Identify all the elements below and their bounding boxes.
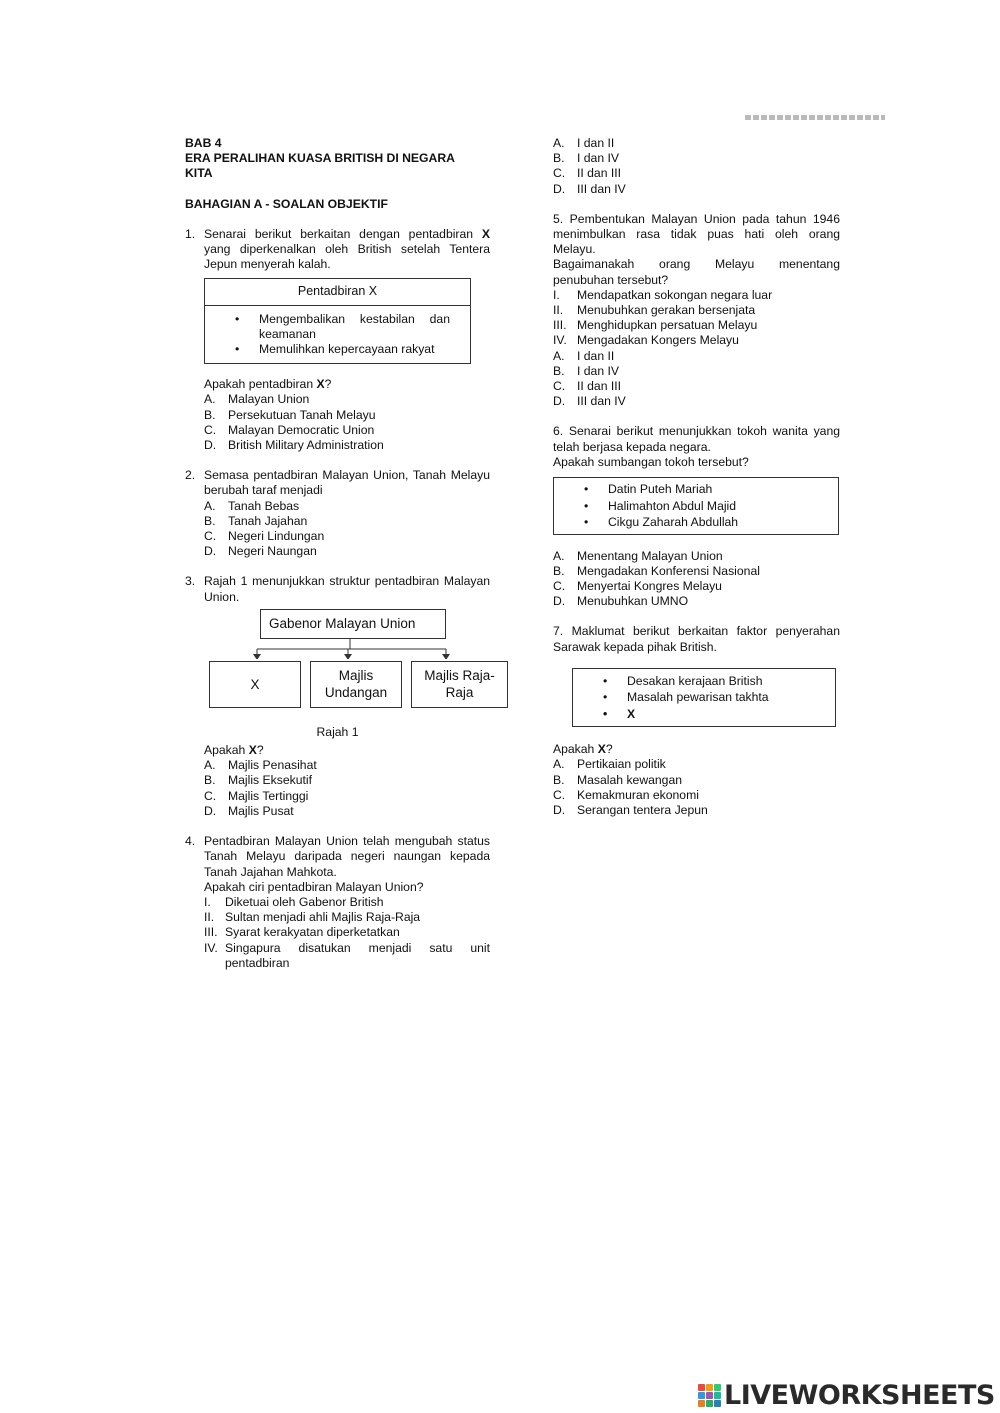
answer-option[interactable]: B. Majlis Eksekutif xyxy=(204,773,312,788)
logo-text: LIVEWORKSHEETS xyxy=(724,1380,995,1411)
answer-option[interactable]: A. Tanah Bebas xyxy=(204,498,300,513)
diagram-box-majlis-undangan: Majlis Undangan xyxy=(310,661,402,708)
logo-square xyxy=(698,1400,705,1407)
question-3 xyxy=(185,574,490,604)
answer-option[interactable]: A. Majlis Penasihat xyxy=(204,758,317,773)
answer-option[interactable]: B. Tanah Jajahan xyxy=(204,513,308,528)
diagram-caption: Rajah 1 xyxy=(316,724,359,739)
answer-option[interactable]: C. Malayan Democratic Union xyxy=(204,422,375,437)
diagram-box-x: X xyxy=(209,661,301,708)
answer-option[interactable]: B. I dan IV xyxy=(553,363,620,378)
info-box-item: • Halimahton Abdul Majid xyxy=(554,498,838,515)
info-box xyxy=(204,278,471,364)
question-text: Pentadbiran Malayan Union telah mengubah status Tanah Melayu daripada negeri naungan kepada Tanah Jajahan Mahkota. xyxy=(204,834,490,879)
info-box-title: Pentadbiran X xyxy=(205,279,470,305)
answer-option[interactable]: A. Malayan Union xyxy=(204,392,310,407)
answer-option[interactable]: D. Serangan tentera Jepun xyxy=(553,803,708,818)
question-prompt: Apakah ciri pentadbiran Malayan Union? xyxy=(204,879,424,894)
answer-option[interactable]: C. Kemakmuran ekonomi xyxy=(553,787,699,802)
diagram-top-box: Gabenor Malayan Union xyxy=(260,609,446,639)
diagram-box-majlis-raja-raja: Majlis Raja-Raja xyxy=(411,661,508,708)
answer-option[interactable]: D. III dan IV xyxy=(553,181,626,196)
answer-option[interactable]: D. Menubuhkan UMNO xyxy=(553,594,689,609)
question-4 xyxy=(185,834,490,971)
question-number: 6. xyxy=(553,424,564,439)
question-text: 7. Maklumat berikut berkaitan faktor penyerahan Sarawak kepada pihak British. xyxy=(553,624,840,654)
answer-option[interactable]: B. Masalah kewangan xyxy=(553,772,683,787)
chapter-label: BAB 4 xyxy=(185,136,222,150)
question-text: Senarai berikut berkaitan dengan pentadbiran X yang diperkenalkan oleh British setelah Tentera Jepun menyerah kalah. xyxy=(204,226,490,272)
question-2 xyxy=(185,468,490,559)
question-prompt: Apakah sumbangan tokoh tersebut? xyxy=(553,454,749,469)
logo-square xyxy=(706,1384,713,1391)
answer-option[interactable]: B. Persekutuan Tanah Melayu xyxy=(204,407,376,422)
answer-option[interactable]: C. Menyertai Kongres Melayu xyxy=(553,578,722,593)
question-number: 3. xyxy=(185,574,196,589)
info-box xyxy=(572,668,836,728)
statement-item: II. Sultan menjadi ahli Majlis Raja-Raja xyxy=(204,910,421,925)
answer-option[interactable]: C. II dan III xyxy=(553,166,622,181)
info-box-item: • Cikgu Zaharah Abdullah xyxy=(554,514,838,531)
answer-option[interactable]: D. III dan IV xyxy=(553,394,626,409)
statement-item: III. Syarat kerakyatan diperketatkan xyxy=(204,925,400,940)
answer-option[interactable]: A. I dan II xyxy=(553,136,615,150)
left-column xyxy=(185,136,495,971)
logo-square xyxy=(698,1392,705,1399)
statement-item: IV. Mengadakan Kongers Melayu xyxy=(553,333,739,348)
answer-option[interactable]: C. Negeri Lindungan xyxy=(204,529,325,544)
answer-option[interactable]: C. II dan III xyxy=(553,379,622,394)
info-box xyxy=(553,477,839,535)
statement-item: II. Menubuhkan gerakan bersenjata xyxy=(553,303,756,318)
page-header-mark xyxy=(745,115,885,120)
right-column xyxy=(553,136,840,818)
statement-item: I. Mendapatkan sokongan negara luar xyxy=(553,287,773,302)
info-box-item: • Masalah pewarisan takhta xyxy=(573,689,835,706)
answer-option[interactable]: B. Mengadakan Konferensi Nasional xyxy=(553,563,760,578)
chapter-title: ERA PERALIHAN KUASA BRITISH DI NEGARA KITA xyxy=(185,151,455,181)
question-text: Rajah 1 menunjukkan struktur pentadbiran Malayan Union. xyxy=(204,574,490,604)
logo-square xyxy=(706,1392,713,1399)
question-number: 5. xyxy=(553,211,564,226)
statement-item: I. Diketuai oleh Gabenor British xyxy=(204,894,384,909)
question-6 xyxy=(553,424,840,609)
statement-item: III. Menghidupkan persatuan Melayu xyxy=(553,318,758,333)
info-box-item: • X xyxy=(573,706,835,723)
answer-option[interactable]: A. I dan II xyxy=(553,348,615,363)
question-prompt: Apakah pentadbiran X? xyxy=(204,377,332,392)
question-3-answers xyxy=(185,743,490,819)
info-box-item: • Desakan kerajaan British xyxy=(573,673,835,690)
liveworksheets-logo[interactable] xyxy=(698,1380,995,1411)
answer-option[interactable]: A. Menentang Malayan Union xyxy=(553,548,723,563)
question-5 xyxy=(553,212,840,410)
logo-square xyxy=(706,1400,713,1407)
question-prompt: Apakah X? xyxy=(553,742,613,757)
question-number: 4. xyxy=(185,834,196,849)
question-number: 7. xyxy=(553,624,564,639)
answer-option[interactable]: D. Majlis Pusat xyxy=(204,803,294,818)
question-number: 1. xyxy=(185,226,196,241)
question-7 xyxy=(553,624,840,818)
logo-square xyxy=(714,1400,721,1407)
statement-item: IV. Singapura disatukan menjadi satu unit pentadbiran xyxy=(204,940,490,970)
logo-grid-icon xyxy=(698,1384,721,1407)
answer-option[interactable]: D. Negeri Naungan xyxy=(204,544,317,559)
info-box-item: • Memulihkan kepercayaan rakyat xyxy=(205,342,450,357)
section-title: BAHAGIAN A - SOALAN OBJEKTIF xyxy=(185,196,388,211)
answer-option[interactable]: D. British Military Administration xyxy=(204,438,384,453)
question-4-options xyxy=(553,136,840,197)
info-box-item: • Datin Puteh Mariah xyxy=(554,481,838,498)
question-text: 5. Pembentukan Malayan Union pada tahun 1946 menimbulkan rasa tidak puas hati oleh orang Melayu. xyxy=(553,211,840,257)
question-1 xyxy=(185,227,490,453)
logo-square xyxy=(714,1392,721,1399)
info-box-item: • Mengembalikan kestabilan dan keamanan xyxy=(205,312,450,342)
answer-option[interactable]: A. Pertikaian politik xyxy=(553,757,666,772)
answer-option[interactable]: B. I dan IV xyxy=(553,151,620,166)
rajah-1-diagram xyxy=(209,609,509,727)
logo-square xyxy=(698,1384,705,1391)
question-text: Semasa pentadbiran Malayan Union, Tanah Melayu berubah taraf menjadi xyxy=(204,468,490,498)
logo-square xyxy=(714,1384,721,1391)
question-number: 2. xyxy=(185,468,196,483)
diagram-connectors xyxy=(209,609,509,659)
question-prompt: Bagaimanakah orang Melayu menentang penubuhan tersebut? xyxy=(553,257,840,287)
question-prompt: Apakah X? xyxy=(204,743,264,758)
answer-option[interactable]: C. Majlis Tertinggi xyxy=(204,788,309,803)
question-text: 6. Senarai berikut menunjukkan tokoh wanita yang telah berjasa kepada negara. xyxy=(553,424,841,454)
